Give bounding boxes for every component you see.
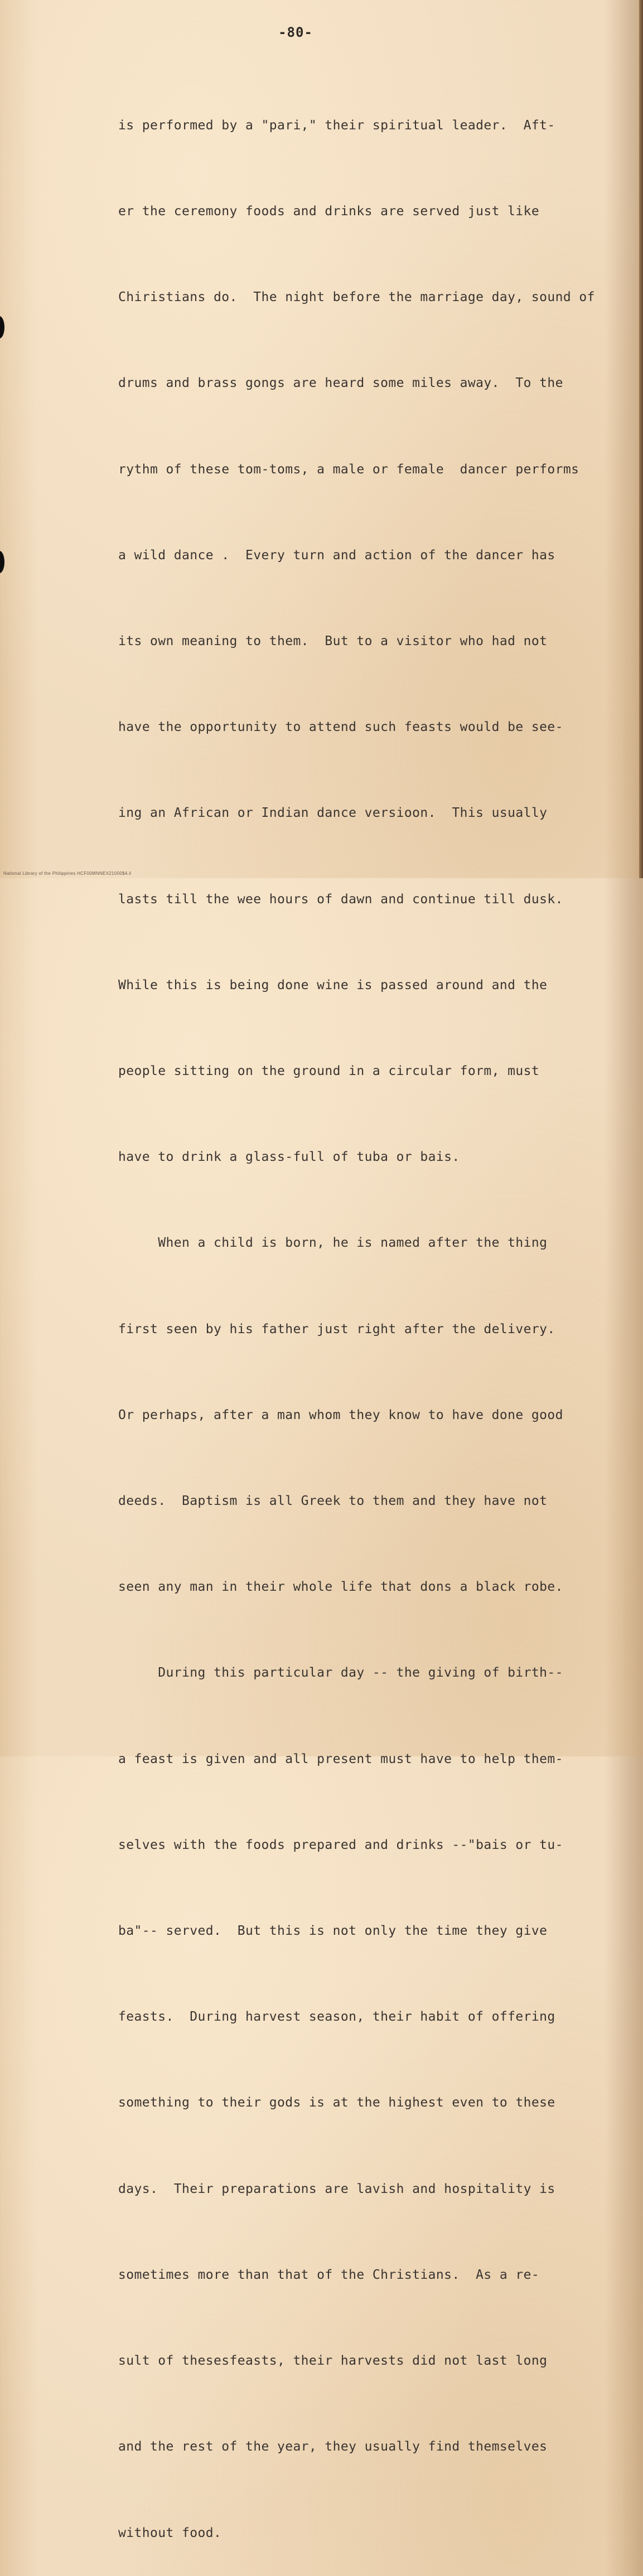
text-line: people sitting on the ground in a circular form, must [118, 1064, 540, 1079]
page-right-edge [639, 0, 643, 878]
text-line: Or perhaps, after a man whom they know to have done good [118, 1407, 563, 1422]
text-line: seen any man in their whole life that dons a black robe. [118, 1580, 563, 1595]
page-number: -80- [278, 25, 313, 40]
text-line: a feast is given and all present must have to help them- [118, 1751, 563, 1766]
binder-punch-hole [0, 551, 4, 573]
archive-footer-note: National Library of the Philippines HCF00MNNEX21000$4.il [3, 871, 132, 876]
document-body [118, 54, 620, 2576]
text-line: Chiristians do. The night before the marriage day, sound of [118, 290, 595, 305]
text-line: first seen by his father just right after the delivery. [118, 1321, 555, 1337]
text-line: deeds. Baptism is all Greek to them and they have not [118, 1494, 548, 1509]
binder-punch-hole [0, 316, 4, 338]
text-line: and the rest of the year, they usually find themselves [118, 2439, 548, 2454]
text-line: When a child is born, he is named after the thing [118, 1236, 548, 1251]
text-line: a wild dance . Every turn and action of the dancer has [118, 548, 555, 563]
text-line: selves with the foods prepared and drinks --"bais or tu- [118, 1837, 563, 1852]
text-line: have the opportunity to attend such feasts would be see- [118, 720, 563, 735]
text-line: er the ceremony foods and drinks are served just like [118, 204, 540, 219]
text-line: sometimes more than that of the Christians. As a re- [118, 2267, 540, 2282]
text-line: ba"-- served. But this is not only the time they give [118, 1924, 548, 1939]
text-line: its own meaning to them. But to a visitor who had not [118, 634, 548, 649]
text-line: rythm of these tom-toms, a male or female dancer performs [118, 462, 579, 477]
text-line: During this particular day -- the giving of birth-- [118, 1665, 563, 1681]
text-line: While this is being done wine is passed around and the [118, 977, 548, 992]
text-line: lasts till the wee hours of dawn and continue till dusk. [118, 892, 563, 907]
text-line: something to their gods is at the highest even to these [118, 2095, 555, 2110]
text-line: have to drink a glass-full of tuba or bais. [118, 1150, 460, 1165]
text-line: sult of thesesfeasts, their harvests did not last long [118, 2354, 548, 2369]
text-line: ing an African or Indian dance versioon. This usually [118, 806, 548, 821]
text-line: feasts. During harvest season, their habit of offering [118, 2010, 555, 2025]
text-line: days. Their preparations are lavish and hospitality is [118, 2181, 555, 2196]
text-line: without food. [118, 2525, 222, 2540]
text-line: is performed by a "pari," their spiritual leader. Aft- [118, 118, 555, 133]
text-line: drums and brass gongs are heard some miles away. To the [118, 376, 563, 391]
